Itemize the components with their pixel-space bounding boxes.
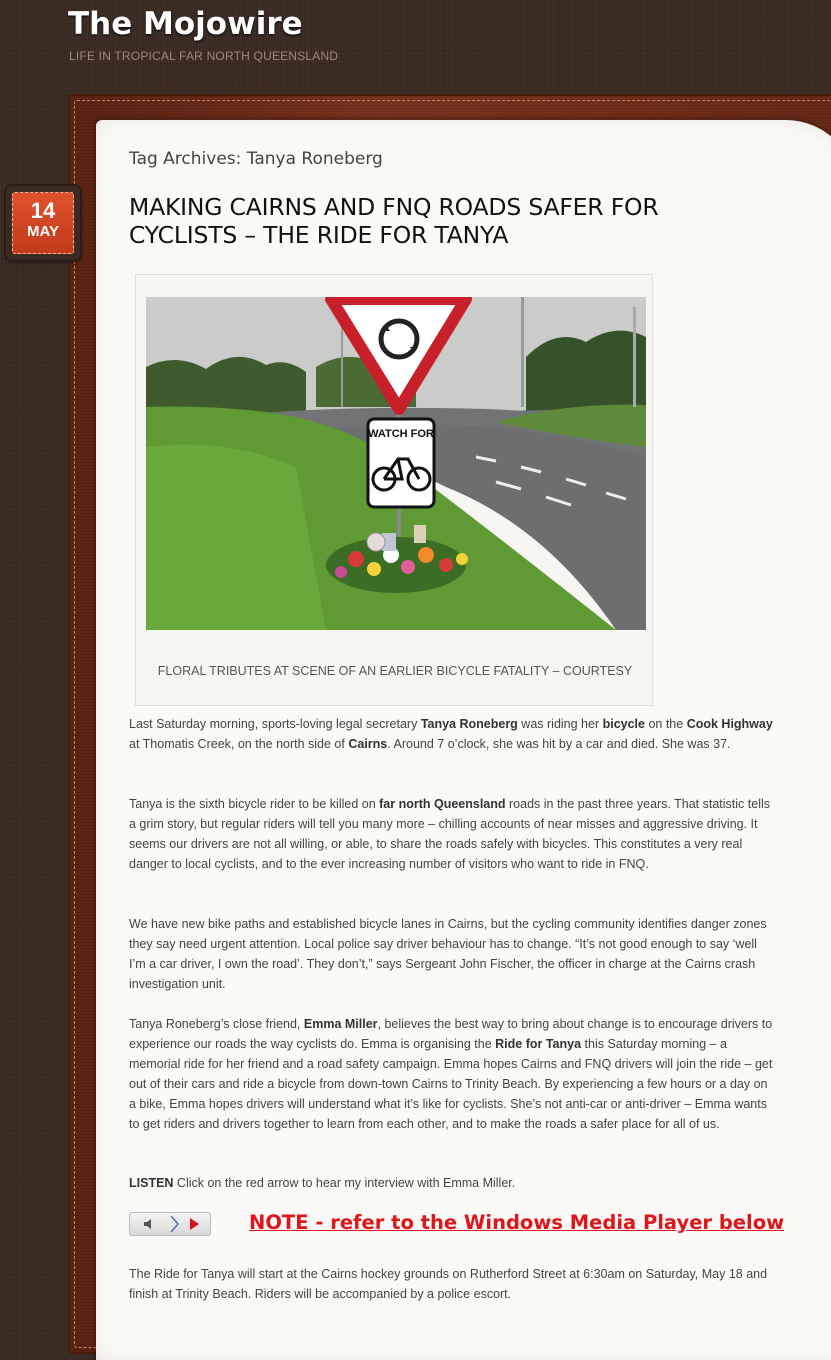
post-figure <box>135 274 653 706</box>
date-day: 14 <box>30 198 56 223</box>
site-title[interactable]: The Mojowire <box>68 6 303 42</box>
paragraph-2: Tanya is the sixth bicycle rider to be killed on far north Queensland roads in the past three years. That statistic tells a grim story, but regular riders will tell you many more – chilling accounts of near misses and aggressive driving. It seems our drivers are not all willing, or able, to share the roads safely with bicycles. This constitutes a very real danger to local cyclists, and to the ever increasing number of visitors who want to ride in FNQ. <box>129 797 771 871</box>
sign-text: WATCH FOR <box>368 428 434 440</box>
post-title-link[interactable]: MAKING CAIRNS AND FNQ ROADS SAFER FOR CYCLISTS – THE RIDE FOR TANYA <box>129 193 659 249</box>
paragraph-4: Tanya Roneberg’s close friend, Emma Miller, believes the best way to bring about change is to encourage drivers to experience our roads the way cyclists do. Emma is organising the Ride for Tanya this Saturday morning – a memorial ride for her friend and a road safety campaign. Emma hopes Cairns and FNQ drivers will join the ride – get out of their cars and ride a bicycle from down-town Cairns to Trinity Beach. By experiencing a few hours or a day on a bike, Emma hopes drivers will understand what it’s like for cyclists. She’s not anti-car or anti-driver – Emma wants to get riders and drivers together to learn from each other, and to make the roads a safer place for all of us. <box>129 1017 773 1131</box>
chevron-right-icon <box>170 1215 180 1238</box>
photo-caption: FLORAL TRIBUTES AT SCENE OF AN EARLIER BICYCLE FATALITY – COURTESY <box>157 664 633 678</box>
paragraph-1: Last Saturday morning, sports-loving legal secretary Tanya Roneberg was riding her bicycle on the Cook Highway at Thomatis Creek, on the north side of Cairns. Around 7 o’clock, she was hit by a car and died. She was 37. <box>129 717 773 751</box>
note-label: NOTE <box>249 1211 309 1234</box>
paragraph-6: The Ride for Tanya will start at the Cairns hockey grounds on Rutherford Street at 6:30am on Saturday, May 18 and finish at Trinity Beach. Riders will be accompanied by a police escort. <box>129 1267 768 1301</box>
note-text <box>249 1211 784 1234</box>
post-photo[interactable] <box>146 297 646 630</box>
audio-player <box>129 1212 211 1236</box>
play-icon[interactable] <box>187 1217 201 1236</box>
date-month: MAY <box>27 223 59 240</box>
listen-paragraph: LISTEN Click on the red arrow to hear my interview with Emma Miller. <box>129 1176 516 1190</box>
date-badge <box>6 186 80 260</box>
volume-icon[interactable] <box>142 1217 156 1236</box>
archive-title: Tag Archives: Tanya Roneberg <box>129 149 383 169</box>
note-rest: - refer to the Windows Media Player below <box>308 1211 785 1234</box>
site-tagline: LIFE IN TROPICAL FAR NORTH QUEENSLAND <box>69 49 339 63</box>
post-title[interactable] <box>129 193 769 249</box>
paragraph-3: We have new bike paths and established bicycle lanes in Cairns, but the cycling community identifies danger zones they say need urgent attention. Local police say driver behaviour has to change. “It’s not good enough to say ‘well I’m a car driver, I own the road’. They don’t,” says Sergeant John Fischer, the officer in charge at the Cairns crash investigation unit. <box>129 917 767 991</box>
